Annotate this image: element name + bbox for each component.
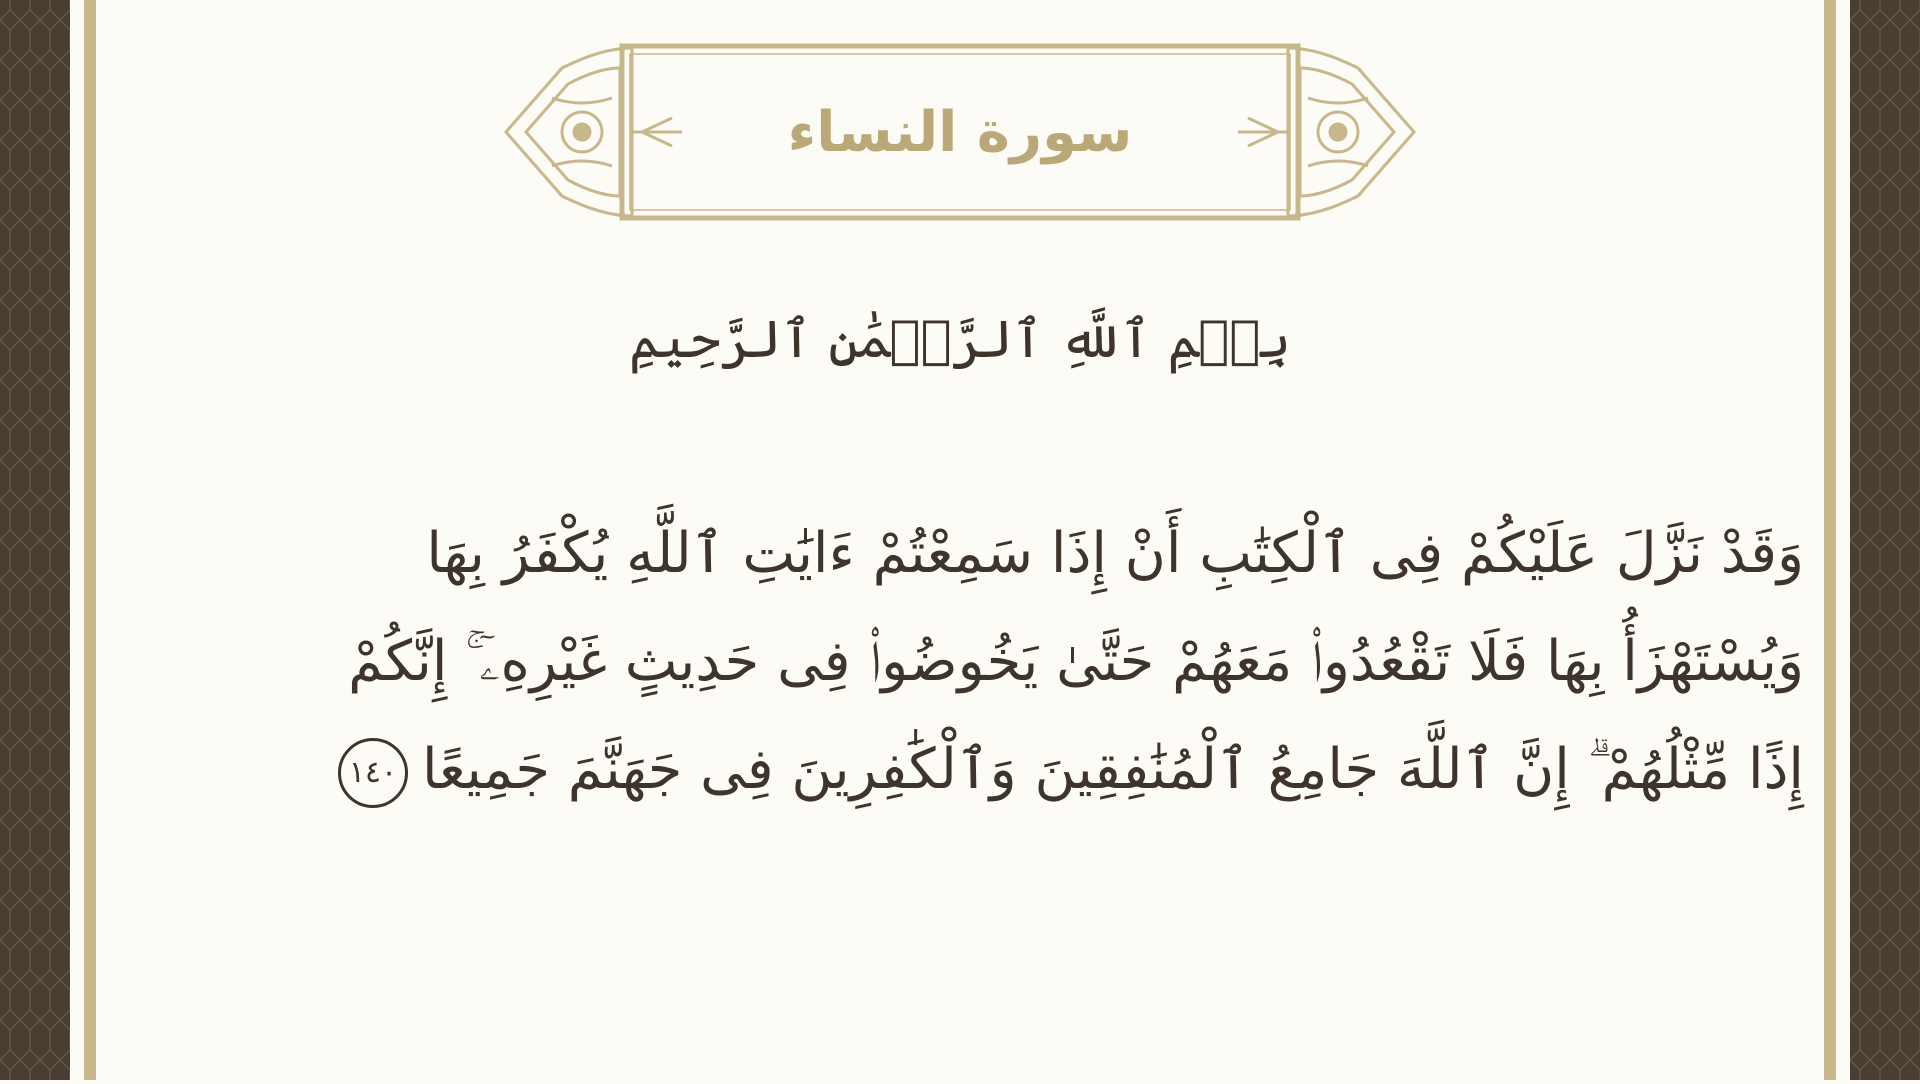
verse-line-3-text: إِذًا مِّثْلُهُمْ ۗ إِنَّ ٱللَّهَ جَامِعُ ٱلْمُنَٰفِقِينَ وَٱلْكَٰفِرِينَ فِى جَهَنَّمَ جَمِيعًا [421,737,1804,802]
surah-title: سورة النساء [787,99,1133,165]
verse-line-1: وَقَدْ نَزَّلَ عَلَيْكُمْ فِى ٱلْكِتَٰبِ أَنْ إِذَا سَمِعْتُمْ ءَايَٰتِ ٱللَّهِ يُكْفَرُ بِهَا [426,521,1804,586]
verse-line-3 [200,716,1804,824]
left-decorative-border [0,0,70,1080]
geometric-pattern-icon [0,0,70,1080]
geometric-pattern-icon [1850,0,1920,1080]
left-gold-rule [84,0,96,1080]
surah-title-banner [502,38,1418,226]
verse-line-2: وَيُسْتَهْزَأُ بِهَا فَلَا تَقْعُدُوا۟ مَعَهُمْ حَتَّىٰ يَخُوضُوا۟ فِى حَدِيثٍ غَيْرِهِۦٓ ۚ إِنَّكُمْ [348,629,1804,694]
basmala-calligraphy: بِسۡمِ ٱللَّهِ ٱلرَّحۡمَٰنِ ٱلرَّحِيمِ [629,310,1291,370]
ayah-number-marker: ١٤٠ [338,738,408,808]
right-gold-rule [1824,0,1836,1080]
verse-text [200,500,1804,824]
right-decorative-border [1850,0,1920,1080]
